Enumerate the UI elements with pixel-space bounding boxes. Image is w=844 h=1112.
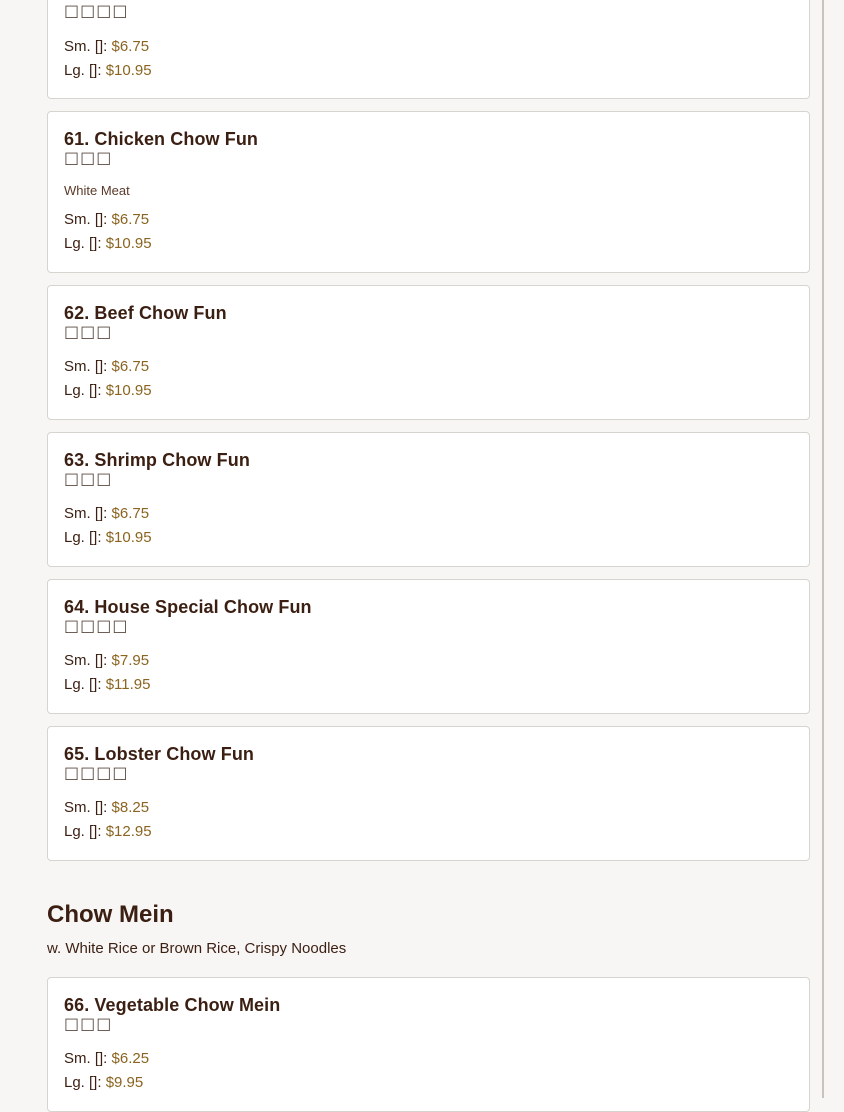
large-price-row bbox=[64, 676, 150, 693]
small-price-row bbox=[64, 799, 149, 816]
item-chinese-name: □□□□ bbox=[64, 1, 129, 20]
menu-item-card[interactable] bbox=[47, 0, 810, 99]
menu-item-card[interactable] bbox=[47, 726, 810, 861]
item-chinese-name: □□□□ bbox=[64, 616, 129, 635]
small-price-label: Sm. []: bbox=[64, 652, 108, 669]
large-price-label: Lg. []: bbox=[64, 382, 102, 399]
large-price-label: Lg. []: bbox=[64, 62, 102, 79]
item-title: 66. Vegetable Chow Mein bbox=[64, 995, 281, 1015]
large-price-row bbox=[64, 62, 152, 79]
item-title: 62. Beef Chow Fun bbox=[64, 303, 227, 323]
item-description: White Meat bbox=[64, 183, 130, 198]
small-price-row bbox=[64, 211, 149, 228]
small-price-value: $6.75 bbox=[111, 211, 150, 228]
large-price-row bbox=[64, 382, 152, 399]
page-right-border bbox=[822, 0, 824, 1098]
large-price-label: Lg. []: bbox=[64, 1074, 102, 1091]
small-price-label: Sm. []: bbox=[64, 38, 108, 55]
section-subtitle: w. White Rice or Brown Rice, Crispy Noodles bbox=[47, 940, 347, 957]
small-price-row bbox=[64, 38, 149, 55]
large-price-label: Lg. []: bbox=[64, 529, 102, 546]
large-price-label: Lg. []: bbox=[64, 676, 102, 693]
small-price-label: Sm. []: bbox=[64, 505, 108, 522]
section-title: Chow Mein bbox=[47, 901, 174, 928]
small-price-row bbox=[64, 1050, 149, 1067]
small-price-value: $6.75 bbox=[111, 505, 150, 522]
menu-item-card[interactable] bbox=[47, 432, 810, 567]
large-price-value: $10.95 bbox=[105, 382, 152, 399]
small-price-row bbox=[64, 505, 149, 522]
small-price-label: Sm. []: bbox=[64, 358, 108, 375]
large-price-value: $11.95 bbox=[105, 676, 151, 693]
item-title: 61. Chicken Chow Fun bbox=[64, 129, 259, 149]
small-price-row bbox=[64, 358, 149, 375]
small-price-value: $6.75 bbox=[111, 358, 150, 375]
large-price-value: $10.95 bbox=[105, 62, 152, 79]
menu-item-card[interactable] bbox=[47, 111, 810, 273]
item-chinese-name: □□□ bbox=[64, 469, 113, 488]
small-price-value: $6.25 bbox=[111, 1050, 150, 1067]
large-price-row bbox=[64, 529, 152, 546]
item-chinese-name: □□□ bbox=[64, 148, 113, 167]
menu-item-card[interactable] bbox=[47, 285, 810, 420]
item-title: 63. Shrimp Chow Fun bbox=[64, 450, 250, 470]
large-price-value: $12.95 bbox=[105, 823, 152, 840]
item-chinese-name: □□□□ bbox=[64, 763, 129, 782]
small-price-value: $7.95 bbox=[111, 652, 150, 669]
small-price-row bbox=[64, 652, 149, 669]
large-price-row bbox=[64, 1074, 143, 1091]
small-price-label: Sm. []: bbox=[64, 211, 108, 228]
small-price-label: Sm. []: bbox=[64, 1050, 108, 1067]
small-price-value: $6.75 bbox=[111, 38, 150, 55]
item-title: 65. Lobster Chow Fun bbox=[64, 744, 255, 764]
small-price-value: $8.25 bbox=[111, 799, 150, 816]
large-price-value: $9.95 bbox=[105, 1074, 144, 1091]
large-price-row bbox=[64, 235, 152, 252]
small-price-label: Sm. []: bbox=[64, 799, 108, 816]
menu-item-card[interactable] bbox=[47, 977, 810, 1112]
menu-item-card[interactable] bbox=[47, 579, 810, 714]
item-chinese-name: □□□ bbox=[64, 322, 113, 341]
item-title: 64. House Special Chow Fun bbox=[64, 597, 312, 617]
large-price-row bbox=[64, 823, 152, 840]
item-chinese-name: □□□ bbox=[64, 1014, 113, 1033]
large-price-value: $10.95 bbox=[105, 235, 152, 252]
large-price-value: $10.95 bbox=[105, 529, 152, 546]
large-price-label: Lg. []: bbox=[64, 235, 102, 252]
large-price-label: Lg. []: bbox=[64, 823, 102, 840]
